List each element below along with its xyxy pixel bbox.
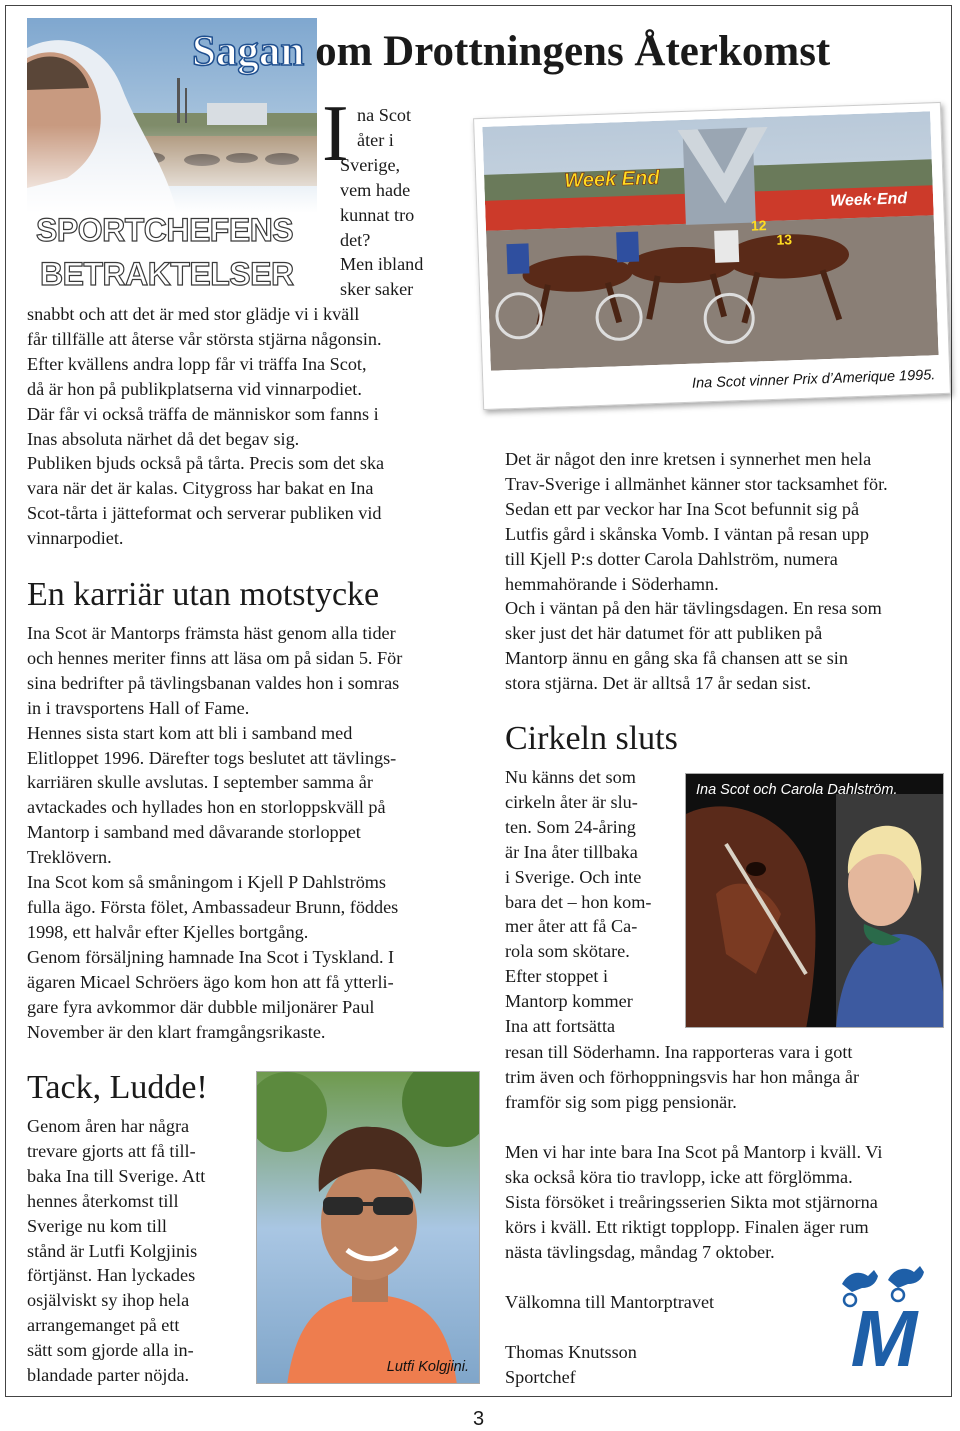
career-line: November är den klart framgångsrikaste.	[27, 1021, 326, 1042]
intro-line: då är hon på publikplatserna vid vinnarpodiet.	[27, 378, 362, 399]
intro-narrow-column	[340, 103, 460, 302]
thanks-line: stånd är Lutfi Kolgjinis	[27, 1240, 198, 1261]
welcome-line: Välkomna till Mantorptravet	[505, 1292, 715, 1312]
race-photo	[482, 111, 938, 370]
circle-line: bara det – hon kom-	[505, 891, 652, 912]
inner-line: Lutfis gård i skånska Vomb. I väntan på resan upp	[505, 523, 870, 544]
closing-line: nästa tävlingsdag, måndag 7 oktober.	[505, 1241, 775, 1262]
circle-heading: Cirkeln sluts	[505, 720, 678, 757]
intro-line: vem hade	[340, 179, 411, 200]
intro-line: Publiken bjuds också på tårta. Precis som det ska	[27, 453, 385, 474]
career-line: Treklövern.	[27, 847, 112, 868]
closing-paragraph	[505, 1140, 955, 1265]
career-line: Elitloppet 1996. Därefter togs beslutet att tävlings-	[27, 747, 397, 768]
career-line: gare fyra avkommor där dubble miljonärer Paul	[27, 996, 375, 1017]
closing-line: körs i kväll. Ett riktigt topplopp. Finalen äger rum	[505, 1216, 869, 1237]
carola-photo	[685, 773, 944, 1028]
intro-line: åter i	[357, 129, 394, 150]
career-line: fulla ägo. Första fölet, Ambassadeur Brunn, föddes	[27, 896, 399, 917]
page-number: 3	[473, 1408, 485, 1430]
thanks-line: baka Ina till Sverige. Att	[27, 1165, 206, 1186]
thanks-line: förtjänst. Han lyckades	[27, 1265, 196, 1286]
circle-line: Efter stoppet i	[505, 966, 609, 987]
circle-line: Mantorp kommer	[505, 991, 633, 1012]
closing-line: Sista försöket i treåringsserien Sikta mot stjärnorna	[505, 1191, 878, 1212]
career-line: Genom försäljning hamnade Ina Scot i Tyskland. I	[27, 946, 395, 967]
intro-line: vara när det är kalas. Citygross har bakat en Ina	[27, 478, 374, 499]
inner-line: Det är något den inre kretsen i synnerhet men hela	[505, 449, 872, 469]
thanks-heading: Tack, Ludde!	[27, 1069, 208, 1106]
circle-line: är Ina åter tillbaka	[505, 841, 638, 862]
intro-line: Där får vi också träffa de människor som fanns i	[27, 403, 379, 424]
inner-line: stora stjärna. Det är alltså 17 år sedan sist.	[505, 673, 812, 694]
race-photo-frame	[473, 102, 951, 410]
section-label-line2: BETRAKTELSER	[40, 256, 294, 292]
circle-line: Nu känns det som	[505, 767, 636, 787]
inner-circle-paragraph	[505, 447, 950, 696]
intro-line: kunnat tro	[340, 204, 415, 225]
thanks-line: Sverige nu kom till	[27, 1215, 167, 1236]
intro-line: får tillfälle att återse vår största stjärna någonsin.	[27, 328, 382, 349]
career-line: 1998, ett halvår efter Kjelles bortgång.	[27, 921, 309, 942]
intro-line: Men ibland	[340, 254, 424, 275]
inner-line: Sedan ett par veckor har Ina Scot befunnit sig på	[505, 498, 860, 519]
race-photo-caption: Ina Scot vinner Prix d’Amerique 1995.	[691, 367, 936, 392]
intro-line: vinnarpodiet.	[27, 528, 124, 549]
circle-wide-paragraph	[505, 1040, 950, 1115]
inner-line: Trav-Sverige i allmänhet känner stor tacksamhet för.	[505, 473, 888, 494]
career-line: karriären skulle avslutas. I september samma år	[27, 772, 373, 793]
inner-line: Mantorp ännu en gång ska få chansen att se sin	[505, 648, 848, 669]
inner-line: hemmahörande i Söderhamn.	[505, 573, 719, 594]
race-banner-right: Week·End	[829, 190, 908, 210]
intro-line: Sverige,	[340, 154, 401, 175]
horse-bib-a: 12	[750, 217, 767, 234]
career-line: och hennes meriter finns att läsa om på sidan 5. För	[27, 647, 403, 668]
career-line: Ina Scot kom så småningom i Kjell P Dahlströms	[27, 872, 387, 893]
intro-line: snabbt och att det är med stor glädje vi i kväll	[27, 304, 360, 324]
career-line: in i travsportens Hall of Fame.	[27, 697, 250, 718]
section-label-line1: SPORTCHEFENS	[36, 212, 294, 248]
circle-line: mer åter att få Ca-	[505, 916, 638, 937]
thanks-line: trevare gjorts att få till-	[27, 1140, 196, 1161]
thanks-line: sätt som gjorde alla in-	[27, 1340, 194, 1361]
career-line: avtackades och hyllades hon en storloppskväll på	[27, 797, 386, 818]
career-line: Ina Scot är Mantorps främsta häst genom alla tider	[27, 623, 396, 643]
career-paragraph	[27, 621, 477, 1044]
page-title	[192, 28, 830, 76]
closing-line: ska också köra tio travlopp, icke att förglömma.	[505, 1166, 853, 1187]
drop-cap: I	[322, 90, 349, 178]
career-line: Hennes sista start kom att bli i samband med	[27, 722, 353, 743]
thanks-line: blandade parter nöjda.	[27, 1365, 190, 1386]
thanks-line: arrangemanget på ett	[27, 1315, 180, 1336]
circle-narrow-column	[505, 765, 685, 1039]
intro-line: Inas absoluta närhet då det begav sig.	[27, 428, 300, 449]
inner-line: sker just det här datumet för att publiken på	[505, 623, 823, 644]
intro-line: na Scot	[357, 105, 412, 125]
thanks-line: Genom åren har några	[27, 1116, 190, 1136]
circle-line: rola som skötare.	[505, 941, 630, 962]
circle-line: ten. Som 24-åring	[505, 816, 636, 837]
logo-letter: M	[850, 1294, 918, 1370]
intro-line: Efter kvällens andra lopp får vi träffa Ina Scot,	[27, 353, 367, 374]
closing-line: Men vi har inte bara Ina Scot på Mantorp i kväll. Vi	[505, 1142, 883, 1162]
thanks-line: hennes återkomst till	[27, 1190, 179, 1211]
race-banner-left: Week End	[563, 166, 660, 193]
circle-line: resan till Söderhamn. Ina rapporteras vara i gott	[505, 1042, 853, 1062]
mantorp-logo	[828, 1262, 940, 1370]
signature-name: Thomas Knutsson	[505, 1342, 637, 1362]
lutfi-photo-caption: Lutfi Kolgjini.	[386, 1359, 469, 1375]
lutfi-photo	[256, 1071, 480, 1384]
intro-line: sker saker	[340, 279, 414, 300]
title-rest: om Drottningens Återkomst	[315, 28, 831, 75]
intro-line: det?	[340, 229, 371, 250]
circle-line: trim även och förhoppningsvis har hon många år	[505, 1066, 860, 1087]
intro-paragraph	[27, 302, 472, 551]
career-line: sina bedrifter på tävlingsbanan valdes hon i somras	[27, 672, 400, 693]
inner-line: till Kjell P:s dotter Carola Dahlström, numera	[505, 548, 838, 569]
circle-line: framför sig som pigg pensionär.	[505, 1091, 737, 1112]
intro-line: Scot-tårta i jätteformat och serverar publiken vid	[27, 503, 382, 524]
horse-bib-b: 13	[776, 231, 793, 248]
career-line: Mantorp i samband med dåvarande storloppet	[27, 822, 361, 843]
title-highlight: Sagan	[192, 28, 305, 75]
career-heading: En karriär utan motstycke	[27, 576, 380, 613]
circle-line: Ina att fortsätta	[505, 1016, 616, 1037]
carola-photo-caption: Ina Scot och Carola Dahlström.	[696, 782, 898, 798]
career-line: ägaren Micael Schröers ägo kom hon att få ytterli-	[27, 971, 394, 992]
inner-line: Och i väntan på den här tävlingsdagen. En resa som	[505, 598, 882, 619]
circle-line: i Sverige. Och inte	[505, 866, 642, 887]
circle-line: cirkeln åter är slu-	[505, 791, 638, 812]
thanks-line: osjälviskt sy ihop hela	[27, 1290, 190, 1311]
signature-title: Sportchef	[505, 1367, 576, 1387]
thanks-paragraph	[27, 1114, 252, 1388]
